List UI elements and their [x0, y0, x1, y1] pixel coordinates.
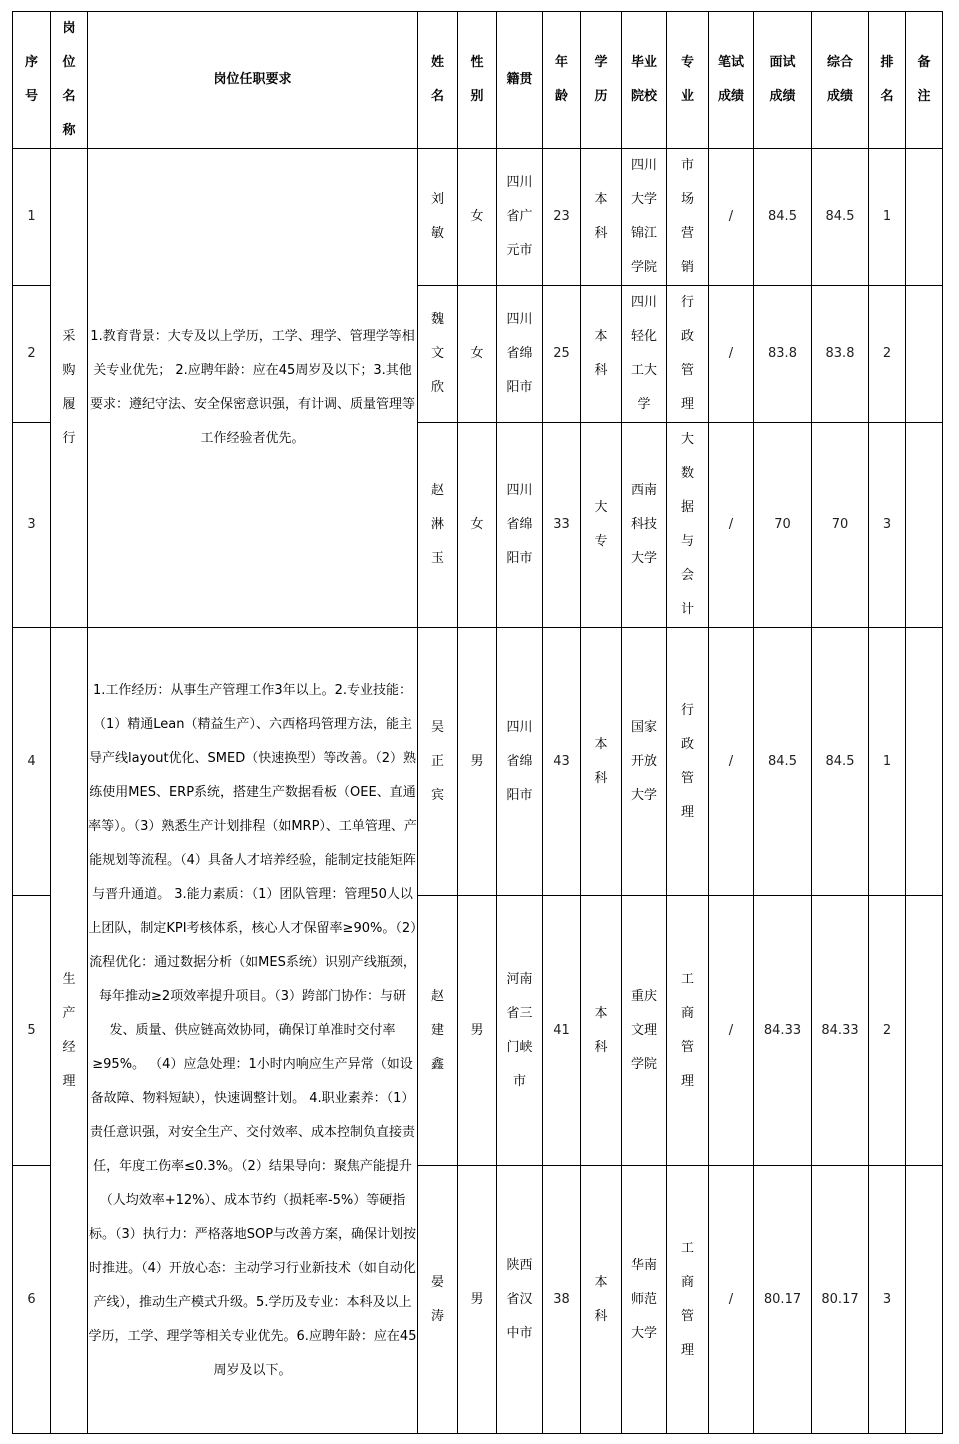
cell-major: 行政管理	[667, 628, 709, 896]
cell-remark	[906, 423, 943, 628]
cell-gender: 女	[458, 423, 497, 628]
header-remark: 备注	[906, 12, 943, 149]
header-origin: 籍贯	[497, 12, 543, 149]
cell-major: 工商管理	[667, 896, 709, 1166]
cell-interview-score: 84.5	[754, 628, 812, 896]
cell-written-score: /	[709, 423, 754, 628]
cell-requirements: 1.教育背景：大专及以上学历，工学、理学、管理学等相关专业优先； 2.应聘年龄：应在45周岁及以下；3.其他要求：遵纪守法、安全保密意识强，有计调、质量管理等工作经验者优先。	[88, 149, 418, 628]
cell-total-score: 84.33	[812, 896, 869, 1166]
cell-rank: 3	[869, 423, 906, 628]
header-education: 学历	[581, 12, 622, 149]
cell-education: 本科	[581, 896, 622, 1166]
cell-education: 本科	[581, 149, 622, 286]
header-written-score: 笔试成绩	[709, 12, 754, 149]
cell-age: 33	[543, 423, 581, 628]
cell-total-score: 83.8	[812, 286, 869, 423]
cell-name: 赵建鑫	[418, 896, 458, 1166]
cell-seq: 4	[13, 628, 51, 896]
cell-education: 本科	[581, 286, 622, 423]
cell-total-score: 70	[812, 423, 869, 628]
table-row	[13, 149, 943, 286]
cell-age: 41	[543, 896, 581, 1166]
cell-remark	[906, 286, 943, 423]
cell-seq: 2	[13, 286, 51, 423]
cell-total-score: 84.5	[812, 149, 869, 286]
cell-remark	[906, 896, 943, 1166]
cell-gender: 女	[458, 149, 497, 286]
header-total-score: 综合成绩	[812, 12, 869, 149]
cell-education: 大专	[581, 423, 622, 628]
cell-seq: 3	[13, 423, 51, 628]
cell-written-score: /	[709, 1166, 754, 1434]
cell-name: 魏文欣	[418, 286, 458, 423]
cell-rank: 2	[869, 286, 906, 423]
table-row	[13, 628, 943, 896]
cell-gender: 女	[458, 286, 497, 423]
cell-rank: 3	[869, 1166, 906, 1434]
cell-name: 吴正宾	[418, 628, 458, 896]
cell-school: 四川轻化工大学	[622, 286, 667, 423]
header-row	[13, 12, 943, 149]
cell-total-score: 84.5	[812, 628, 869, 896]
candidate-results-table	[12, 11, 943, 1434]
cell-remark	[906, 149, 943, 286]
header-seq: 序号	[13, 12, 51, 149]
cell-written-score: /	[709, 149, 754, 286]
header-requirements: 岗位任职要求	[88, 12, 418, 149]
cell-remark	[906, 628, 943, 896]
cell-rank: 1	[869, 149, 906, 286]
cell-position: 采购履行	[51, 149, 88, 628]
cell-education: 本科	[581, 628, 622, 896]
cell-name: 刘敏	[418, 149, 458, 286]
cell-seq: 6	[13, 1166, 51, 1434]
cell-written-score: /	[709, 896, 754, 1166]
cell-interview-score: 80.17	[754, 1166, 812, 1434]
cell-school: 重庆文理学院	[622, 896, 667, 1166]
cell-origin: 河南省三门峡市	[497, 896, 543, 1166]
header-school: 毕业院校	[622, 12, 667, 149]
header-interview-score: 面试成绩	[754, 12, 812, 149]
cell-requirements: 1.工作经历：从事生产管理工作3年以上。2.专业技能： （1）精通Lean（精益生产）、六西格玛管理方法，能主导产线layout优化、SMED（快速换型）等改善。（2）熟练使用MES、ERP系统，搭建生产数据看板（OEE、直通率等）。（3）熟悉生产计划排程（如MRP）、工单管理、产能规划等流程。（4）具备人才培养经验，能制定技能矩阵与晋升通道。 3.能力素质：（1）团队管理：管理50人以上团队，制定KPI考核体系，核心人才保留率≥90%。（2）流程优化：通过数据分析（如MES系统）识别产线瓶颈，每年推动≥2项效率提升项目。（3）跨部门协作：与研发、质量、供应链高效协同，确保订单准时交付率≥95%。 （4）应急处理：1小时内响应生产异常（如设备故障、物料短缺），快速调整计划。 4.职业素养：（1）责任意识强，对安全生产、交付效率、成本控制负直接责任，年度工伤率≤0.3%。（2）结果导向：聚焦产能提升（人均效率+12%）、成本节约（损耗率-5%）等硬指标。（3）执行力：严格落地SOP与改善方案，确保计划按时推进。（4）开放心态：主动学习行业新技术（如自动化产线），推动生产模式升级。5.学历及专业：本科及以上学历，工学、理学等相关专业优先。6.应聘年龄：应在45周岁及以下。	[88, 628, 418, 1434]
cell-major: 行政管理	[667, 286, 709, 423]
cell-origin: 四川省绵阳市	[497, 286, 543, 423]
cell-age: 43	[543, 628, 581, 896]
header-name: 姓名	[418, 12, 458, 149]
cell-origin: 四川省广元市	[497, 149, 543, 286]
cell-school: 西南科技大学	[622, 423, 667, 628]
cell-education: 本科	[581, 1166, 622, 1434]
cell-origin: 四川省绵阳市	[497, 423, 543, 628]
cell-gender: 男	[458, 896, 497, 1166]
cell-origin: 陕西省汉中市	[497, 1166, 543, 1434]
cell-gender: 男	[458, 1166, 497, 1434]
cell-name: 晏涛	[418, 1166, 458, 1434]
cell-remark	[906, 1166, 943, 1434]
header-gender: 性别	[458, 12, 497, 149]
header-rank: 排名	[869, 12, 906, 149]
cell-name: 赵淋玉	[418, 423, 458, 628]
cell-rank: 1	[869, 628, 906, 896]
cell-age: 38	[543, 1166, 581, 1434]
cell-seq: 1	[13, 149, 51, 286]
cell-age: 23	[543, 149, 581, 286]
cell-interview-score: 70	[754, 423, 812, 628]
header-position: 岗位名称	[51, 12, 88, 149]
cell-interview-score: 84.33	[754, 896, 812, 1166]
cell-school: 国家开放大学	[622, 628, 667, 896]
cell-total-score: 80.17	[812, 1166, 869, 1434]
cell-gender: 男	[458, 628, 497, 896]
cell-interview-score: 84.5	[754, 149, 812, 286]
cell-school: 华南师范大学	[622, 1166, 667, 1434]
cell-origin: 四川省绵阳市	[497, 628, 543, 896]
cell-position: 生产经理	[51, 628, 88, 1434]
cell-age: 25	[543, 286, 581, 423]
cell-major: 大数据与会计	[667, 423, 709, 628]
cell-rank: 2	[869, 896, 906, 1166]
cell-written-score: /	[709, 628, 754, 896]
cell-school: 四川大学锦江学院	[622, 149, 667, 286]
cell-seq: 5	[13, 896, 51, 1166]
cell-major: 市场营销	[667, 149, 709, 286]
cell-major: 工商管理	[667, 1166, 709, 1434]
header-major: 专业	[667, 12, 709, 149]
cell-written-score: /	[709, 286, 754, 423]
header-age: 年龄	[543, 12, 581, 149]
cell-interview-score: 83.8	[754, 286, 812, 423]
